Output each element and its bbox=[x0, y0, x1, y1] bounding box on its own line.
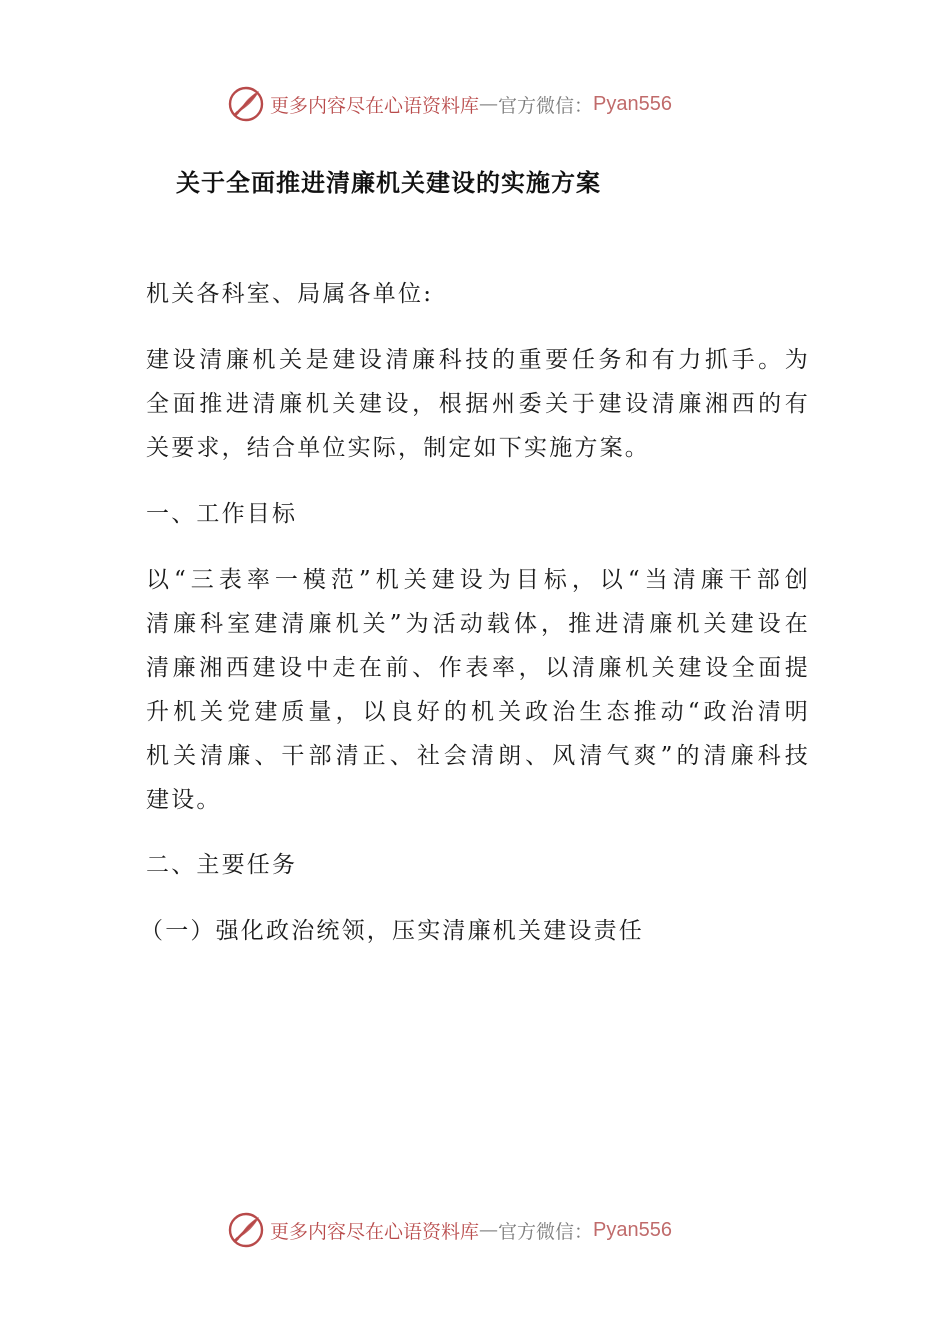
goals-paragraph bbox=[146, 558, 810, 822]
salutation-line: 机关各科室、局属各单位: bbox=[146, 281, 434, 307]
banner-wechat-label: 官方微信： bbox=[498, 94, 594, 117]
paragraph-line: 机关清廉、干部清正、社会清朗、风清气爽”的清廉科技 bbox=[146, 743, 810, 769]
subsection-heading-line: （一）强化政治统领，压实清廉机关建设责任 bbox=[140, 918, 644, 944]
banner-dash: — bbox=[479, 93, 499, 115]
footer-banner bbox=[226, 1208, 746, 1252]
paragraph-line: 清廉科室建清廉机关”为活动载体，推进清廉机关建设在 bbox=[146, 611, 810, 637]
section-heading: 二、主要任务 bbox=[146, 852, 298, 878]
paragraph-line: 全面推进清廉机关建设，根据州委关于建设清廉湘西的有 bbox=[146, 391, 810, 417]
subsection-heading bbox=[140, 909, 804, 953]
paragraph-line: 建设。 bbox=[146, 787, 222, 813]
intro-paragraph bbox=[146, 338, 810, 470]
banner-text: 更多内容尽在心语资料库 bbox=[270, 1220, 480, 1243]
quill-logo-icon bbox=[226, 84, 266, 124]
banner-dash: — bbox=[479, 1219, 499, 1241]
paragraph-line: 建设清廉机关是建设清廉科技的重要任务和有力抓手。为 bbox=[146, 347, 810, 373]
document-title: 关于全面推进清廉机关建设的实施方案 bbox=[176, 168, 601, 197]
paragraph-line: 清廉湘西建设中走在前、作表率，以清廉机关建设全面提 bbox=[146, 655, 810, 681]
banner-wechat-id: Pyan556 bbox=[593, 1218, 672, 1241]
section-heading-tasks bbox=[146, 843, 810, 887]
quill-logo-icon bbox=[226, 1210, 266, 1250]
paragraph-line: 升机关党建质量，以良好的机关政治生态推动“政治清明 bbox=[146, 699, 810, 725]
banner-wechat-label: 官方微信： bbox=[498, 1220, 594, 1243]
banner-text: 更多内容尽在心语资料库 bbox=[270, 94, 480, 117]
salutation bbox=[146, 272, 810, 316]
paragraph-line: 关要求，结合单位实际，制定如下实施方案。 bbox=[146, 435, 650, 461]
header-banner bbox=[226, 82, 746, 126]
section-heading-goals bbox=[146, 492, 810, 536]
paragraph-line: 以“三表率一模范”机关建设为目标，以“当清廉干部创 bbox=[146, 567, 810, 593]
banner-wechat-id: Pyan556 bbox=[593, 92, 672, 115]
section-heading: 一、工作目标 bbox=[146, 501, 298, 527]
